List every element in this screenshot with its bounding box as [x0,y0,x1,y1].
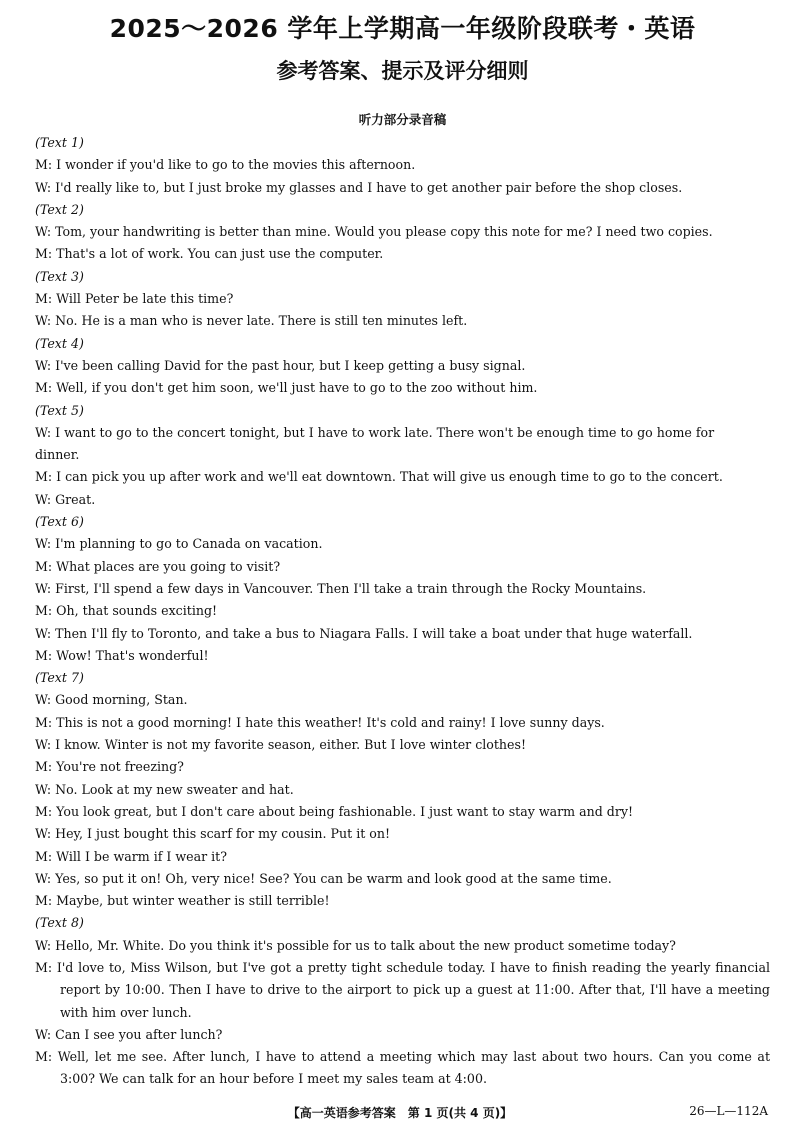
transcript-line: M: That's a lot of work. You can just use the computer. [35,246,384,262]
transcript-body [35,132,770,1091]
transcript-line: W: No. Look at my new sweater and hat. [35,781,294,797]
transcript-line: W: Yes, so put it on! Oh, very nice! See? You can be warm and look good at the same time. [35,870,612,886]
transcript-line: M: Wow! That's wonderful! [35,647,209,663]
transcript-line: M: Well, if you don't get him soon, we'll just have to go to the zoo without him. [35,380,538,396]
text-section-label: (Text 8) [35,915,84,931]
transcript-line: W: Hey, I just bought this scarf for my cousin. Put it on! [35,826,391,842]
page-subtitle: 参考答案、提示及评分细则 [276,59,529,83]
transcript-line: W: I want to go to the concert tonight, but I have to work late. There won't be enough time to go home for [35,424,715,440]
transcript-line: M: This is not a good morning! I hate this weather! It's cold and rainy! I love sunny days. [35,714,605,730]
transcript-line: M: You're not freezing? [35,759,184,775]
transcript-line: W: Tom, your handwriting is better than mine. Would you please copy this note for me? I need two copies. [35,224,713,240]
transcript-line: M: Oh, that sounds exciting! [35,603,218,619]
footer-code: 26—L—112A [689,1104,768,1118]
text-section-label: (Text 4) [35,335,84,351]
transcript-line: W: Good morning, Stan. [35,692,188,708]
text-section-label: (Text 5) [35,402,84,418]
transcript-line: M: You look great, but I don't care about being fashionable. I just want to stay warm and dry! [35,803,634,819]
text-section-label: (Text 3) [35,268,84,284]
transcript-line: M: I'd love to, Miss Wilson, but I've got a pretty tight schedule today. I have to finish reading the yearly financial report by 10:00. Then I have to drive to the airport to pick up a guest at 11:00. After that, I'll have a meeting with him over lunch. [35,959,770,1020]
transcript-line: M: Will Peter be late this time? [35,291,234,307]
section-heading: 听力部分录音稿 [358,112,447,127]
transcript-line: W: Can I see you after lunch? [35,1026,223,1042]
footer-page-label: 【高一英语参考答案 第 1 页(共 4 页)】 [287,1106,513,1120]
transcript-line: M: Maybe, but winter weather is still terrible! [35,893,330,909]
transcript-line: W: First, I'll spend a few days in Vancouver. Then I'll take a train through the Rocky Mountains. [35,580,647,596]
text-section-label: (Text 1) [35,135,84,150]
transcript-line: W: Great. [35,491,96,507]
transcript-line: W: I know. Winter is not my favorite season, either. But I love winter clothes! [35,737,527,753]
transcript-line: M: Well, let me see. After lunch, I have to attend a meeting which may last about two hours. Can you come at 3:00? We can talk for an hour before I meet my sales team at 4:00. [35,1049,770,1087]
transcript-line: M: What places are you going to visit? [35,558,281,574]
page-title: 2025～2026 学年上学期高一年级阶段联考・英语 [109,14,696,43]
text-section-label: (Text 2) [35,201,84,217]
transcript-line: M: I wonder if you'd like to go to the movies this afternoon. [35,157,416,173]
text-section-label: (Text 7) [35,670,84,686]
transcript-line: W: I'd really like to, but I just broke my glasses and I have to get another pair before the shop closes. [35,179,683,195]
transcript-line: W: I'm planning to go to Canada on vacation. [35,536,323,552]
transcript-line: M: I can pick you up after work and we'll eat downtown. That will give us enough time to go to the concert. [35,469,723,485]
transcript-line: M: Will I be warm if I wear it? [35,848,227,864]
text-section-label: (Text 6) [35,514,84,530]
transcript-line: W: I've been calling David for the past hour, but I keep getting a busy signal. [35,357,526,373]
transcript-line: W: Hello, Mr. White. Do you think it's possible for us to talk about the new product sometime today? [35,937,676,953]
transcript-line: W: No. He is a man who is never late. There is still ten minutes left. [35,313,468,329]
transcript-line: W: Then I'll fly to Toronto, and take a bus to Niagara Falls. I will take a boat under that huge waterfall. [35,625,693,641]
page-footer [0,1104,800,1124]
transcript-line: dinner. [35,447,80,463]
